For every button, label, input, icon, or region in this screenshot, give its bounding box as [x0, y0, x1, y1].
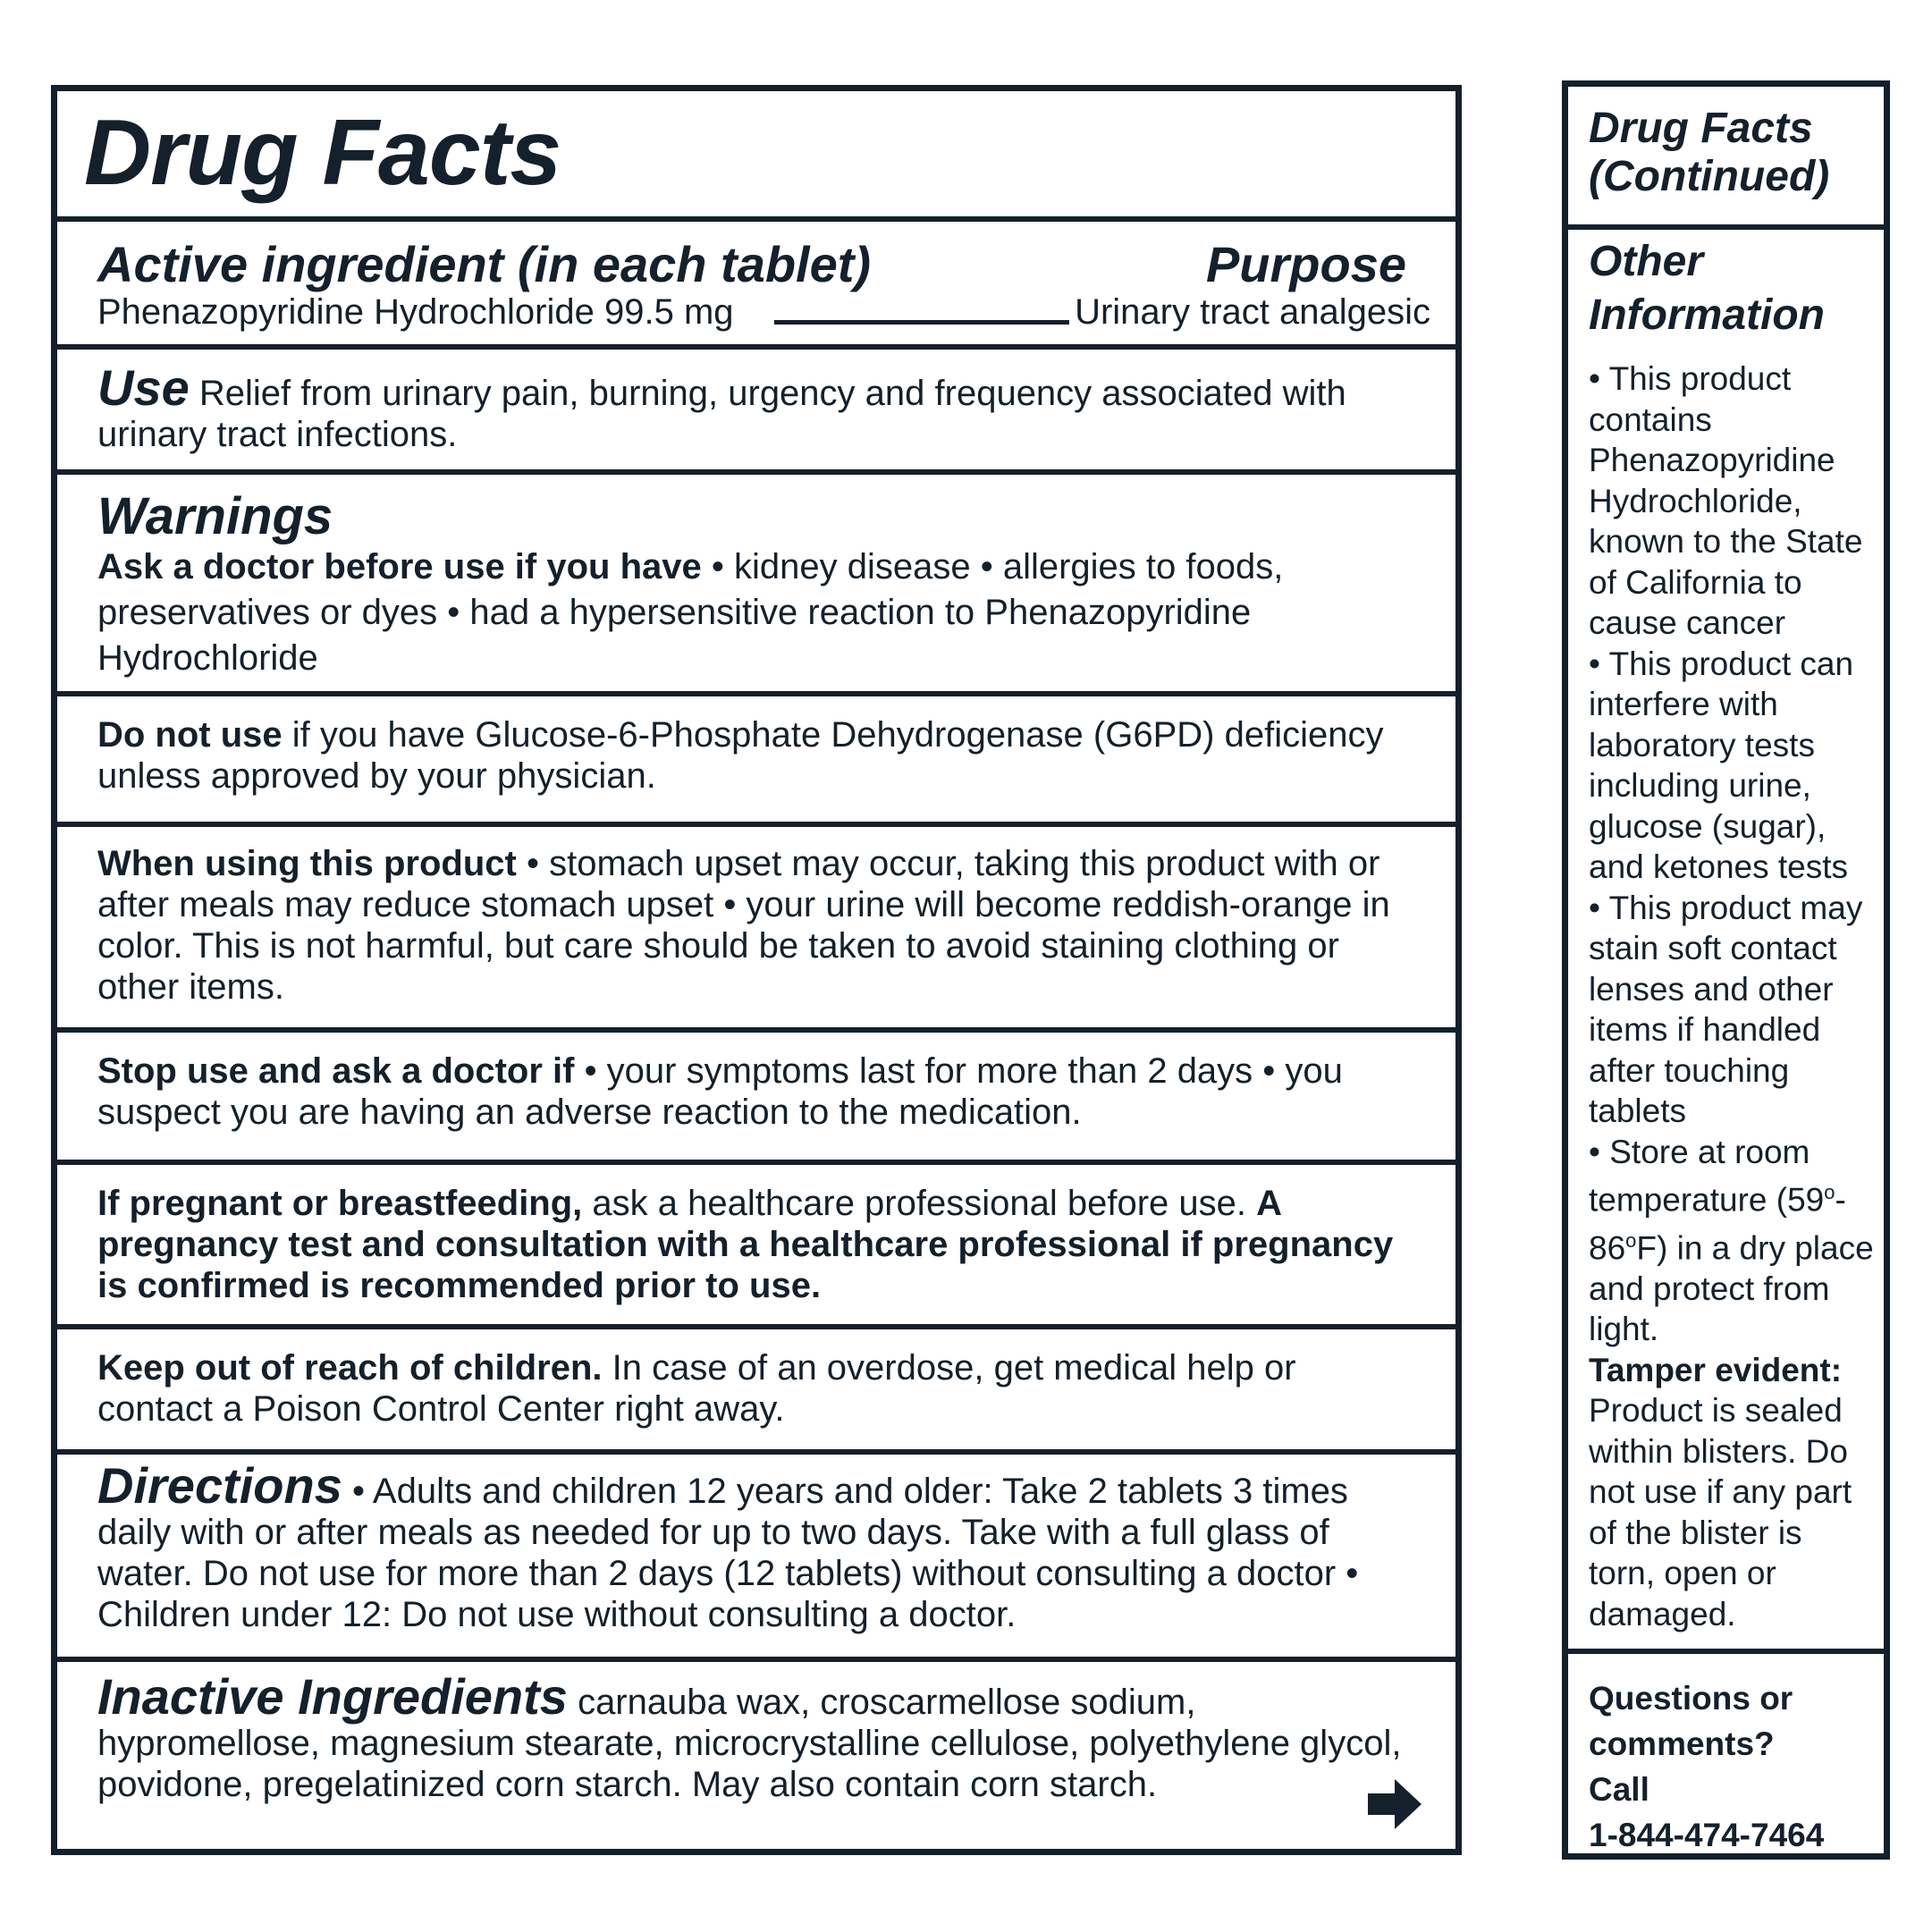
questions-block — [1589, 1675, 1875, 1858]
degree-mark-1: o — [1824, 1181, 1835, 1203]
drug-facts-panel — [51, 85, 1462, 1855]
warnings-heading: Warnings — [97, 487, 333, 545]
when-using-block — [97, 843, 1420, 1008]
other-info-bullet-1: • This product contains Phenazopyridine Hydrochloride, known to the State of California to cause cancer — [1589, 360, 1863, 641]
ask-doctor-text: • kidney disease • allergies to foods, preservatives or dyes • had a hypersensitive reaction to Phenazopyridine Hydrochloride — [97, 547, 1284, 678]
stop-use-block — [97, 1050, 1420, 1133]
other-heading-line2: Information — [1589, 291, 1825, 339]
continued-title-line1: Drug Facts — [1589, 105, 1813, 152]
directions-heading: Directions — [97, 1457, 342, 1514]
keep-out-block — [97, 1347, 1420, 1430]
drug-facts-continued-panel — [1562, 80, 1890, 1860]
pregnancy-text: ask a healthcare professional before use. — [592, 1184, 1246, 1223]
active-ingredient-name: Phenazopyridine Hydrochloride 99.5 mg — [97, 292, 734, 332]
continued-title-section — [1568, 87, 1884, 224]
other-information-heading — [1589, 235, 1825, 342]
continued-title-line2: (Continued) — [1589, 153, 1830, 200]
when-using-lead: When using this product — [97, 844, 517, 883]
warnings-section — [57, 469, 1455, 691]
active-ingredient-section — [57, 216, 1455, 344]
pregnancy-section — [57, 1160, 1455, 1324]
use-block — [97, 359, 1420, 455]
do-not-use-block — [97, 714, 1420, 797]
other-info-bullet-4 — [1589, 1132, 1875, 1350]
pregnancy-lead: If pregnant or breastfeeding, — [97, 1184, 583, 1223]
use-section — [57, 344, 1455, 469]
drug-facts-title-section — [57, 91, 1455, 216]
pregnancy-block — [97, 1183, 1420, 1306]
inactive-ingredients-block — [97, 1668, 1406, 1805]
other-information-section — [1568, 224, 1884, 1649]
stop-use-section — [57, 1027, 1455, 1160]
other-info-bullet-2: • This product can interfere with laboratory tests including urine, glucose (sugar), and ketones tests — [1589, 645, 1854, 885]
purpose-heading: Purpose — [1205, 236, 1406, 292]
directions-text: • Adults and children 12 years and older: Take 2 tablets 3 times daily with or after meals as needed for up to two days. Take with a full glass of water. Do not use for more than 2 days (12 tablets) without consulting a doctor • Children under 12: Do not use without consulting a doctor. — [97, 1472, 1359, 1634]
inactive-ingredients-text: carnauba wax, croscarmellose sodium, hypromellose, magnesium stearate, microcrystalline cellulose, polyethylene glycol, povidone, pregelatinized corn starch. May also contain corn starch. — [97, 1683, 1402, 1804]
questions-line2: comments? — [1589, 1725, 1775, 1762]
other-info-bullet-3: • This product may stain soft contact lenses and other items if handled after touching tablets — [1589, 889, 1863, 1129]
keep-out-section — [57, 1324, 1455, 1449]
pregnancy-bold-text: A pregnancy test and consultation with a healthcare professional if pregnancy is confirmed is recommended prior to use. — [97, 1184, 1394, 1305]
active-ingredient-purpose: Urinary tract analgesic — [1075, 292, 1430, 332]
questions-line1: Questions or — [1589, 1680, 1793, 1717]
ask-doctor-lead: Ask a doctor before use if you have — [97, 547, 702, 586]
keep-out-text: In case of an overdose, get medical help or contact a Poison Control Center right away. — [97, 1348, 1296, 1429]
tamper-evident-block — [1589, 1350, 1875, 1635]
ingredient-purpose-leader-line — [774, 320, 1069, 325]
keep-out-lead: Keep out of reach of children. — [97, 1348, 603, 1388]
questions-section — [1568, 1649, 1884, 1853]
storage-text-pre: • Store at room temperature (59 — [1589, 1133, 1825, 1219]
continued-title — [1589, 105, 1829, 201]
stop-use-lead: Stop use and ask a doctor if — [97, 1051, 575, 1091]
do-not-use-section — [57, 691, 1455, 822]
inactive-ingredients-section — [57, 1657, 1455, 1849]
drug-facts-title: Drug Facts — [84, 101, 561, 205]
when-using-section — [57, 822, 1455, 1027]
other-heading-line1: Other — [1589, 238, 1704, 285]
arrow-right-icon — [1368, 1779, 1422, 1829]
inactive-ingredients-heading: Inactive Ingredients — [97, 1668, 568, 1725]
phone-number: 1-844-474-7464 — [1589, 1817, 1825, 1853]
storage-text-post: F) in a dry place and protect from light. — [1589, 1229, 1874, 1348]
degree-mark-2: o — [1625, 1228, 1637, 1252]
stop-use-text: • your symptoms last for more than 2 days • you suspect you are having an adverse reaction to the medication. — [97, 1051, 1343, 1132]
storage-text-mid: -86 — [1589, 1181, 1846, 1267]
do-not-use-text: if you have Glucose-6-Phosphate Dehydrogenase (G6PD) deficiency unless approved by your physician. — [97, 715, 1384, 796]
questions-line3: Call — [1589, 1771, 1649, 1808]
when-using-text: • stomach upset may occur, taking this product with or after meals may reduce stomach upset • your urine will become reddish-orange in color. This is not harmful, but care should be taken to avoid staining clothing or other items. — [97, 844, 1390, 1007]
do-not-use-lead: Do not use — [97, 715, 283, 755]
use-text: Relief from urinary pain, burning, urgency and frequency associated with urinary tract infections. — [97, 374, 1346, 454]
directions-section — [57, 1449, 1455, 1657]
warnings-ask-block — [97, 544, 1420, 681]
tamper-evident-text: Product is sealed within blisters. Do not use if any part of the blister is torn, open or damaged. — [1589, 1392, 1852, 1632]
directions-block — [97, 1457, 1420, 1635]
active-ingredient-heading: Active ingredient (in each tablet) — [97, 236, 872, 292]
other-information-body — [1589, 359, 1875, 1634]
tamper-evident-lead: Tamper evident: — [1589, 1351, 1843, 1388]
use-heading: Use — [97, 359, 190, 416]
